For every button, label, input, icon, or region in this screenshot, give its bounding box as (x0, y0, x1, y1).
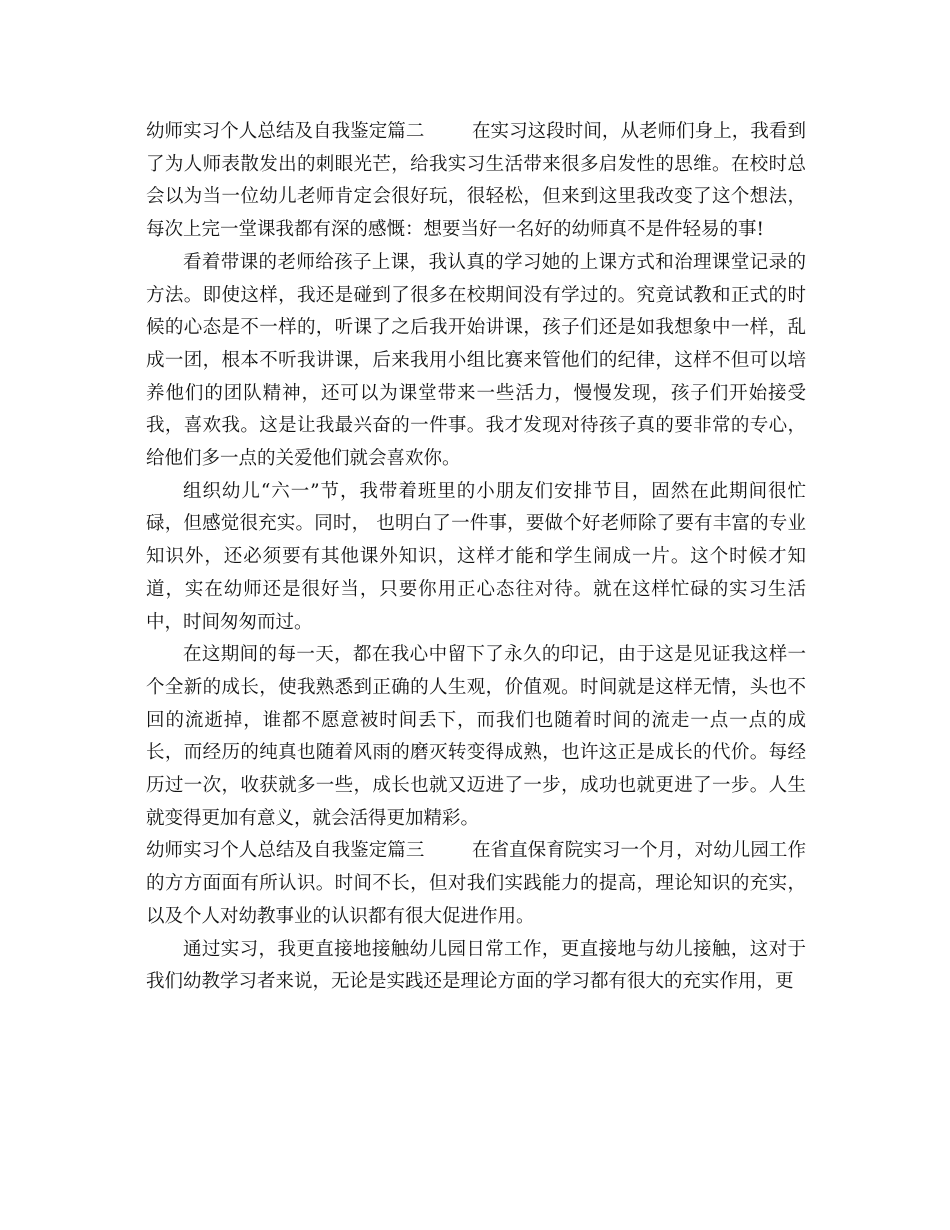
section-gap (424, 121, 472, 142)
section-2-paragraph-2: 组织幼儿“六一”节，我带着班里的小朋友们安排节目，固然在此期间很忙碌，但感觉很充实。同时， 也明白了一件事，要做个好老师除了要有丰富的专业知识外，还必须要有其他课外知识，这样才能和学生闹成一片。这个时候才知道，实在幼师还是很好当，只要你用正心态往对待。就在这样忙碌的实习生活中，时间匆匆而过。 (146, 480, 806, 633)
section-2-intro (146, 116, 806, 247)
document-page (146, 116, 806, 999)
section-2-title: 幼师实习个人总结及自我鉴定篇二 (146, 121, 425, 142)
section-gap (424, 840, 472, 861)
section-2-paragraph-1: 看着带课的老师给孩子上课，我认真的学习她的上课方式和治理课堂记录的方法。即使这样，我还是碰到了很多在校期间没有学过的。究竟试教和正式的时候的心态是不一样的，听课了之后我开始讲课，孩子们还是如我想象中一样，乱成一团，根本不听我讲课，后来我用小组比赛来管他们的纪律，这样不但可以培养他们的团队精神，还可以为课堂带来一些活力，慢慢发现，孩子们开始接受我，喜欢我。这是让我最兴奋的一件事。我才发现对待孩子真的要非常的专心，给他们多一点的关爱他们就会喜欢你。 (146, 251, 806, 470)
section-2-lead: 在实习这段时间，从老师们身上，我看到了为人师表散发出的刺眼光芒，给我实习生活带来很多启发性的思维。在校时总会以为当一位幼儿老师肯定会很好玩，很轻松，但来到这里我改变了这个想法，每次上完一堂课我都有深的感慨：想要当好一名好的幼师真不是件轻易的事! (146, 121, 806, 241)
section-3-paragraph-1: 通过实习，我更直接地接触幼儿园日常工作，更直接地与幼儿接触，这对于我们幼教学习者来说，无论是实践还是理论方面的学习都有很大的充实作用，更 (146, 938, 806, 993)
section-3-lead: 在省直保育院实习一个月，对幼儿园工作的方方面面有所认识。时间不长，但对我们实践能力的提高，理论知识的充实，以及个人对幼教事业的认识都有很大促进作用。 (146, 840, 806, 927)
section-3-title: 幼师实习个人总结及自我鉴定篇三 (146, 840, 425, 862)
section-2-paragraph-3: 在这期间的每一天，都在我心中留下了永久的印记，由于这是见证我这样一个全新的成长，使我熟悉到正确的人生观，价值观。时间就是这样无情，头也不回的流逝掉，谁都不愿意被时间丢下，而我们也随着时间的流走一点一点的成长，而经历的纯真也随着风雨的磨灭转变得成熟，也许这正是成长的代价。每经历过一次，收获就多一些，成长也就又迈进了一步，成功也就更进了一步。人生就变得更加有意义，就会活得更加精彩。 (146, 644, 806, 829)
section-3-intro (146, 835, 806, 933)
